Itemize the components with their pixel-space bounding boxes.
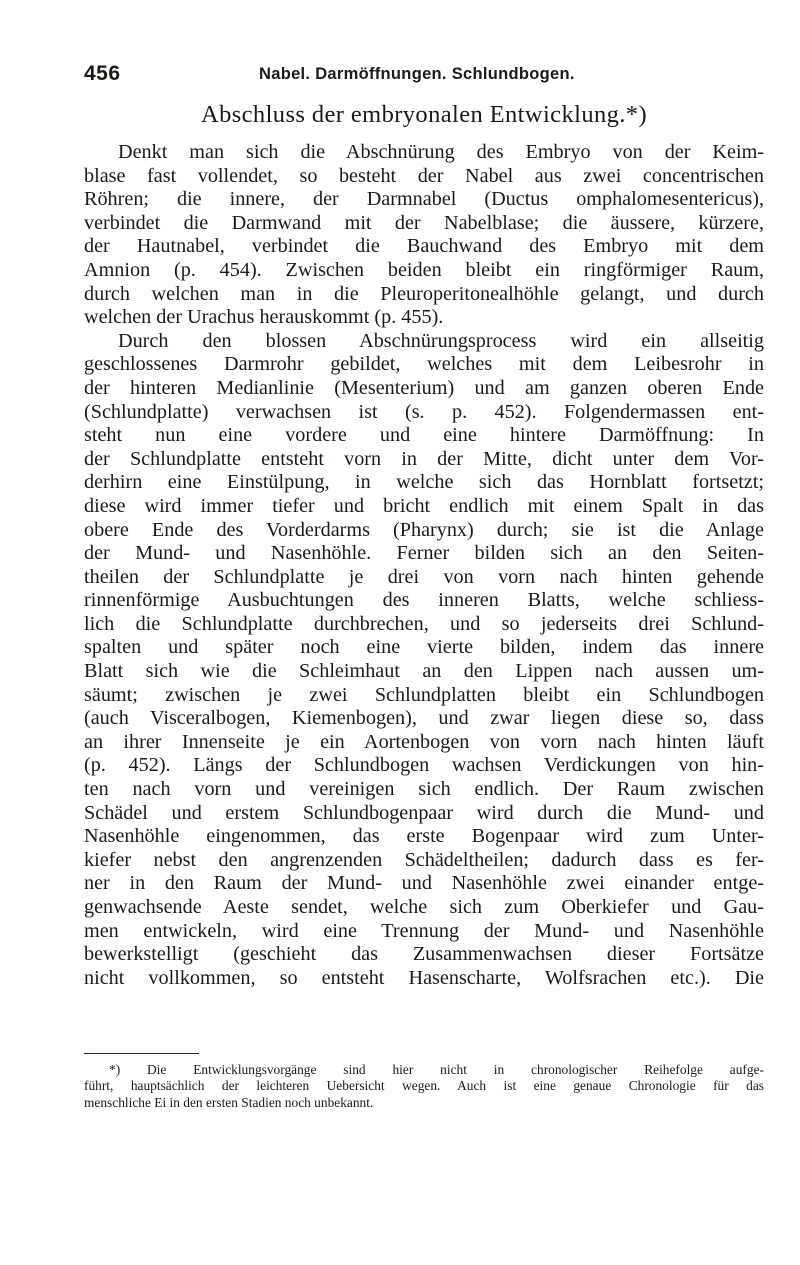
text-line: Röhren; die innere, der Darmnabel (Ductus omphalomesentericus), — [84, 188, 764, 211]
text-line: steht nun eine vordere und eine hintere Darmöffnung: In — [84, 424, 764, 447]
text-line: obere Ende des Vorderdarms (Pharynx) durch; sie ist die Anlage — [84, 518, 764, 541]
text-line: durch welchen man in die Pleuroperitonealhöhle gelangt, und durch — [84, 282, 764, 305]
text-line: Durch den blossen Abschnürungsprocess wird ein allseitig — [118, 329, 764, 352]
section-title: Abschluss der embryonalen Entwicklung.*) — [200, 101, 648, 128]
text-line: men entwickeln, wird eine Trennung der Mund- und Nasenhöhle — [84, 919, 764, 942]
footnote-divider — [84, 1053, 199, 1054]
text-line: lich die Schlundplatte durchbrechen, und so jederseits drei Schlund- — [84, 612, 764, 635]
text-line: diese wird immer tiefer und bricht endlich mit einem Spalt in das — [84, 494, 764, 517]
text-line: Schädel und erstem Schlundbogenpaar wird durch die Mund- und — [84, 801, 764, 824]
footnote-line: menschliche Ei in den ersten Stadien noch unbekannt. — [84, 1094, 374, 1110]
text-line: der Mund- und Nasenhöhle. Ferner bilden sich an den Seiten- — [84, 542, 764, 565]
text-line: derhirn eine Einstülpung, in welche sich das Hornblatt fortsetzt; — [84, 471, 764, 494]
text-line: rinnenförmige Ausbuchtungen des inneren Blatts, welche schliess- — [84, 589, 764, 612]
text-line: Denkt man sich die Abschnürung des Embryo von der Keim- — [118, 141, 764, 163]
text-line: (Schlundplatte) verwachsen ist (s. p. 452). Folgendermassen ent- — [84, 400, 764, 423]
running-head: Nabel. Darmöffnungen. Schlundbogen. — [259, 65, 575, 83]
footnote-line: *) Die Entwicklungsvorgänge sind hier nicht in chronologischer Reihefolge aufge- — [109, 1062, 764, 1077]
text-line: spalten und später noch eine vierte bilden, indem das innere — [84, 636, 764, 659]
text-line: geschlossenes Darmrohr gebildet, welches mit dem Leibesrohr in — [84, 353, 764, 376]
text-line: Nasenhöhle eingenommen, das erste Bogenpaar wird zum Unter- — [84, 825, 764, 848]
text-line: genwachsende Aeste sendet, welche sich zum Oberkiefer und Gau- — [84, 896, 764, 918]
text-line: an ihrer Innenseite je ein Aortenbogen von vorn nach hinten läuft — [84, 730, 764, 753]
text-line: der Schlundplatte entsteht vorn in der Mitte, dicht unter dem Vor- — [84, 447, 764, 470]
text-line: Blatt sich wie die Schleimhaut an den Lippen nach aussen um- — [84, 660, 764, 683]
footnote-line: führt, hauptsächlich der leichteren Uebersicht wegen. Auch ist eine genaue Chronologie für das — [84, 1078, 764, 1094]
text-line: (p. 452). Längs der Schlundbogen wachsen Verdickungen von hin- — [84, 754, 764, 777]
text-line: kiefer nebst den angrenzenden Schädeltheilen; dadurch dass es fer- — [84, 848, 764, 871]
text-line: nicht vollkommen, so entsteht Hasenscharte, Wolfsrachen etc.). Die — [84, 966, 764, 989]
text-line: blase fast vollendet, so besteht der Nabel aus zwei concentrischen — [84, 164, 764, 187]
text-line: verbindet die Darmwand mit der Nabelblase; die äussere, kürzere, — [84, 211, 764, 234]
text-line: (auch Visceralbogen, Kiemenbogen), und zwar liegen diese so, dass — [84, 707, 764, 730]
body-text — [84, 141, 764, 990]
page-number: 456 — [84, 62, 121, 85]
text-line: Amnion (p. 454). Zwischen beiden bleibt ein ringförmiger Raum, — [84, 258, 764, 281]
text-line: theilen der Schlundplatte je drei von vorn nach hinten gehende — [84, 565, 764, 588]
text-line: säumt; zwischen je zwei Schlundplatten bleibt ein Schlundbogen — [84, 683, 764, 706]
text-line: bewerkstelligt (geschieht das Zusammenwachsen dieser Fortsätze — [84, 943, 764, 966]
page-header — [84, 62, 764, 88]
text-line: welchen der Urachus herauskommt (p. 455). — [84, 306, 444, 329]
text-line: der Hautnabel, verbindet die Bauchwand des Embryo mit dem — [84, 235, 764, 258]
text-line: ner in den Raum der Mund- und Nasenhöhle zwei einander entge- — [84, 872, 764, 895]
text-line: ten nach vorn und vereinigen sich endlich. Der Raum zwischen — [84, 778, 764, 801]
text-line: der hinteren Medianlinie (Mesenterium) und am ganzen oberen Ende — [84, 376, 764, 399]
footnote — [84, 1062, 764, 1111]
